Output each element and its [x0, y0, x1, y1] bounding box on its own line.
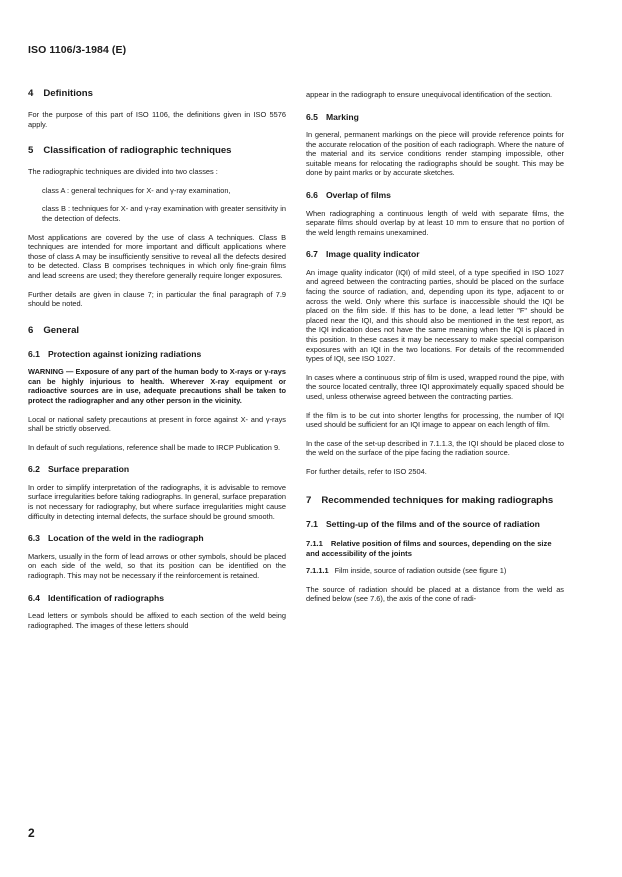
section-title: Image quality indicator: [325, 249, 420, 260]
paragraph: When radiographing a continuous length of weld with separate films, the separate films should overlap by at least 10 mm to ensure that no portion of the weld length remains unexamined.: [306, 208, 564, 237]
page-number: 2: [28, 826, 35, 840]
section-title: Identification of radiographs: [47, 592, 164, 603]
section-7-heading: [306, 495, 564, 507]
warning-paragraph: WARNING — Exposure of any part of the human body to X-rays or γ-rays can be highly injurious to health. Wherever X-ray equipment or radioactive sources are in use, adequate precautions shall be taken to protect the radiographer and any other person in the vicinity.: [28, 367, 286, 405]
paragraph: In the case of the set-up described in 7.1.1.3, the IQI should be placed close to the weld on the surface of the pipe facing the radiation source.: [306, 438, 564, 458]
paragraph: In cases where a continuous strip of film is used, wrapped round the pipe, with the source located centrally, three IQI approximately equally spaced should be used, unless otherwise agreed between the contracting parties.: [306, 372, 564, 401]
paragraph: The source of radiation should be placed at a distance from the weld as defined below (see 7.6), the axis of the cone of radi-: [306, 584, 564, 604]
section-number: 5: [28, 145, 34, 157]
section-title: Classification of radiographic techniques: [43, 145, 232, 157]
left-column: [28, 88, 286, 639]
paragraph: An image quality indicator (IQI) of mild steel, of a type specified in ISO 1027 and agreed between the contracting parties, should be placed on the surface facing the source of radiation, and, depending upon its type, adjacent to or across the weld. Only where this surface is inaccessible should the IQI be placed on the film side. If this has to be done, a lead letter "F" should be placed near the IQI, and this should also be mentioned in the test report, as the IQI indication does not have the same meaning when the IQI is placed in this position. In these cases it may be necessary to make special comparison exposures with an IQI in the two locations. For details of the recommended types of IQI, see ISO 1027.: [306, 267, 564, 364]
section-number: 6.1: [28, 348, 40, 359]
section-number: 6.2: [28, 464, 40, 475]
paragraph: Lead letters or symbols should be affixed to each section of the weld being radiographed. The images of these letters should: [28, 611, 286, 630]
paragraph: For the purpose of this part of ISO 1106, the definitions given in ISO 5576 apply.: [28, 110, 286, 129]
section-6-6-heading: [306, 190, 564, 201]
paragraph: In default of such regulations, reference shall be made to IRCP Publication 9.: [28, 442, 281, 452]
section-number: 6.7: [306, 249, 318, 260]
section-6-2-heading: [28, 464, 286, 475]
section-title: Marking: [325, 111, 359, 122]
section-number: 7.1: [306, 518, 318, 529]
document-header: ISO 1106/3-1984 (E): [28, 44, 127, 56]
section-title: Overlap of films: [325, 190, 391, 201]
paragraph: Markers, usually in the form of lead arrows or other symbols, should be placed on each side of the weld, so that its position can be identified on the radiograph. This may not be necessary if the reinforcement is retained.: [28, 551, 286, 580]
class-a-item: class A : general techniques for X- and γ-ray examination,: [42, 185, 231, 195]
section-5-heading: [28, 145, 286, 157]
right-column: [306, 90, 564, 613]
section-number: 7.1.1.1: [306, 566, 329, 576]
paragraph: If the film is to be cut into shorter lengths for processing, the number of IQI used should be sufficient for an IQI image to appear on each length of film.: [306, 410, 564, 430]
section-number: 6.6: [306, 190, 318, 201]
section-6-5-heading: [306, 112, 564, 123]
paragraph: In general, permanent markings on the piece will provide reference points for the accurate relocation of the position of each radiograph. Where the nature of the material and its service conditions render stamping impossible, other suitable means for relocating the radiographs should be sought. This may be done by paint marks or by accurate sketches.: [306, 130, 564, 178]
section-title: Location of the weld in the radiograph: [47, 533, 204, 544]
paragraph: Local or national safety precautions at present in force against X- and γ-rays shall be strictly observed.: [28, 414, 286, 434]
section-title: Relative position of films and sources, depending on the size and accessibility of the joints: [306, 539, 552, 558]
section-title: Definitions: [43, 88, 93, 99]
section-title: Protection against ionizing radiations: [47, 348, 202, 359]
section-6-1-heading: [28, 349, 286, 360]
section-6-3-heading: [28, 533, 286, 544]
section-title: Setting-up of the films and of the source of radiation: [325, 518, 540, 529]
paragraph: Further details are given in clause 7; in particular the final paragraph of 7.9 should be noted.: [28, 289, 286, 309]
section-6-heading: [28, 325, 286, 337]
section-6-7-heading: [306, 249, 564, 260]
section-6-4-heading: [28, 593, 286, 604]
class-b-item: class B : techniques for X- and γ-ray examination with greater sensitivity in the detection of defects.: [42, 204, 286, 223]
paragraph: For further details, refer to ISO 2504.: [306, 466, 427, 476]
section-number: 6.5: [306, 111, 318, 122]
section-number: 6.4: [28, 592, 40, 603]
paragraph: In order to simplify interpretation of the radiographs, it is advisable to remove surface irregularities before taking radiographs. In general, surface preparation is not necessary for radiography, but where surface irregularities might cause difficulty in detecting internal defects, the surface should be ground smooth.: [28, 482, 286, 521]
section-number: 6.3: [28, 533, 40, 544]
paragraph: The radiographic techniques are divided into two classes :: [28, 167, 218, 177]
paragraph: appear in the radiograph to ensure unequivocal identification of the section.: [306, 90, 553, 99]
section-title: Surface preparation: [47, 464, 130, 475]
section-number: 6: [28, 324, 34, 336]
section-7-1-1-heading: [306, 539, 564, 558]
section-4-heading: [28, 88, 286, 100]
subsection-7-1-1-1: [306, 566, 564, 576]
section-number: 7: [306, 494, 312, 506]
section-title: General: [43, 324, 80, 336]
section-number: 7.1.1: [306, 539, 323, 549]
section-title: Film inside, source of radiation outside (see figure 1): [334, 566, 507, 576]
section-number: 4: [28, 88, 34, 99]
section-title: Recommended techniques for making radiographs: [321, 494, 554, 506]
section-7-1-heading: [306, 519, 564, 530]
paragraph: Most applications are covered by the use of class A techniques. Class B techniques are intended for more important and difficult applications where those of class A may be insufficiently sensitive to reveal all the defects desired to be detected. Class B comprises techniques in which only fine-grain films and lead screens are used; they therefore generally require longer exposures.: [28, 232, 286, 280]
